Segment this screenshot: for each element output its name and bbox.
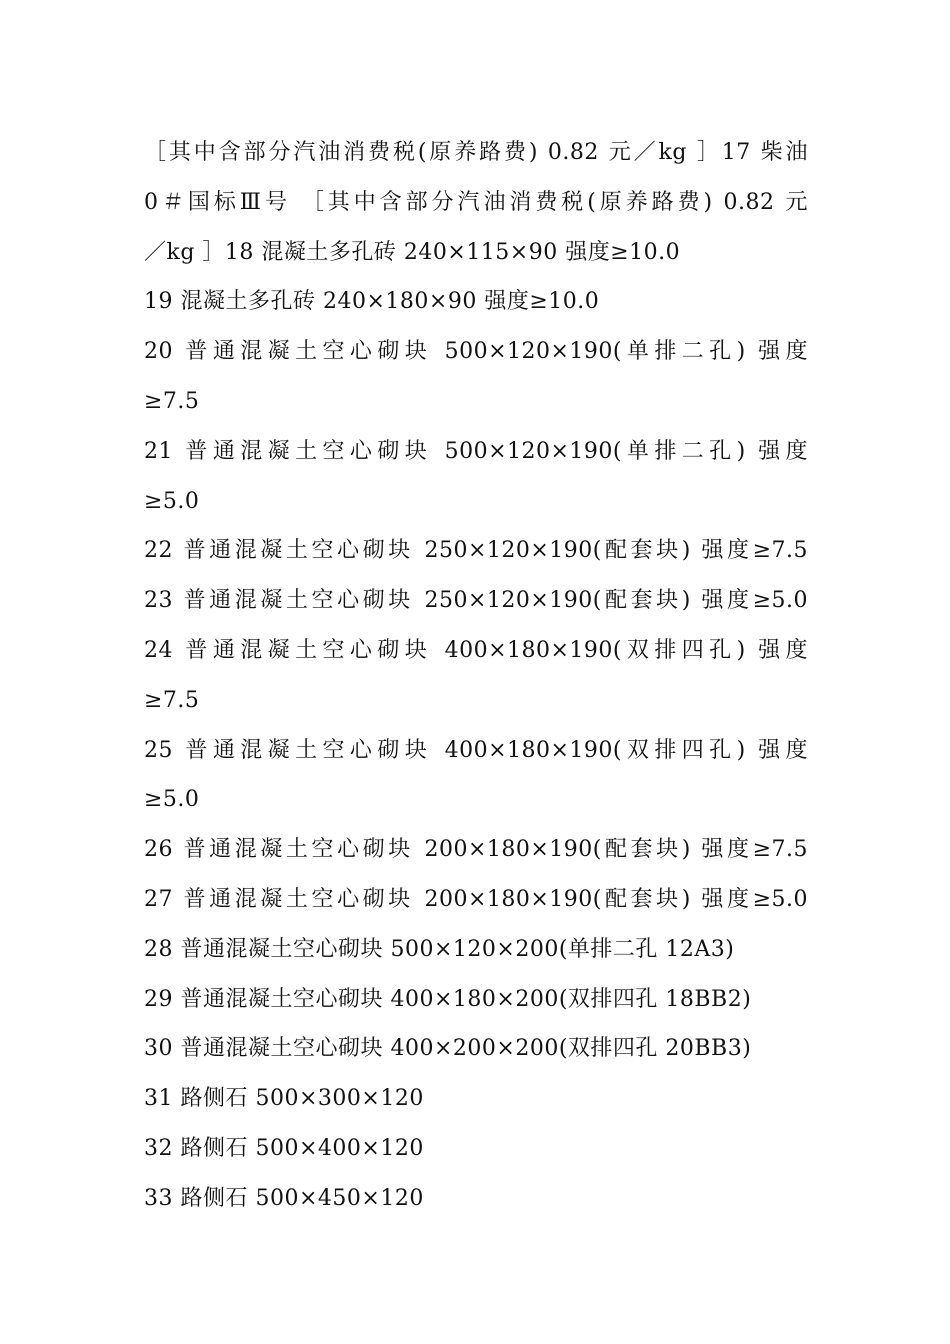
text-line: 26 普通混凝土空心砌块 200×180×190(配套块) 强度≥7.5 [144,837,808,863]
text-line: 23 普通混凝土空心砌块 250×120×190(配套块) 强度≥5.0 [144,588,808,614]
text-line: 30 普通混凝土空心砌块 400×200×200(双排四孔 20BB3) [144,1036,752,1062]
text-line: 20 普通混凝土空心砌块 500×120×190(单排二孔) 强度 [144,339,808,365]
text-line: 22 普通混凝土空心砌块 250×120×190(配套块) 强度≥7.5 [144,538,808,564]
text-line: 25 普通混凝土空心砌块 400×180×190(双排四孔) 强度 [144,737,808,763]
text-line: ［其中含部分汽油消费税(原养路费) 0.82 元／kg ］17 柴油 [144,140,808,165]
text-line: 32 路侧石 500×400×120 [144,1135,424,1161]
text-line: ／kg ］18 混凝土多孔砖 240×115×90 强度≥10.0 [144,239,681,265]
text-line: ≥5.0 [144,787,200,813]
document-body [144,128,808,1224]
text-line: 19 混凝土多孔砖 240×180×90 强度≥10.0 [144,289,600,315]
text-line: 33 路侧石 500×450×120 [144,1185,424,1211]
text-line: 21 普通混凝土空心砌块 500×120×190(单排二孔) 强度 [144,438,808,464]
text-line: 24 普通混凝土空心砌块 400×180×190(双排四孔) 强度 [144,637,808,663]
text-line: 28 普通混凝土空心砌块 500×120×200(单排二孔 12A3) [144,936,735,962]
text-line: 0＃国标Ⅲ号 ［其中含部分汽油消费税(原养路费) 0.82 元 [144,189,808,215]
text-line: ≥7.5 [144,388,200,414]
text-line: 27 普通混凝土空心砌块 200×180×190(配套块) 强度≥5.0 [144,886,808,912]
text-line: ≥5.0 [144,488,200,514]
text-line: ≥7.5 [144,687,200,713]
text-line: 31 路侧石 500×300×120 [144,1086,424,1112]
text-line: 29 普通混凝土空心砌块 400×180×200(双排四孔 18BB2) [144,986,752,1012]
